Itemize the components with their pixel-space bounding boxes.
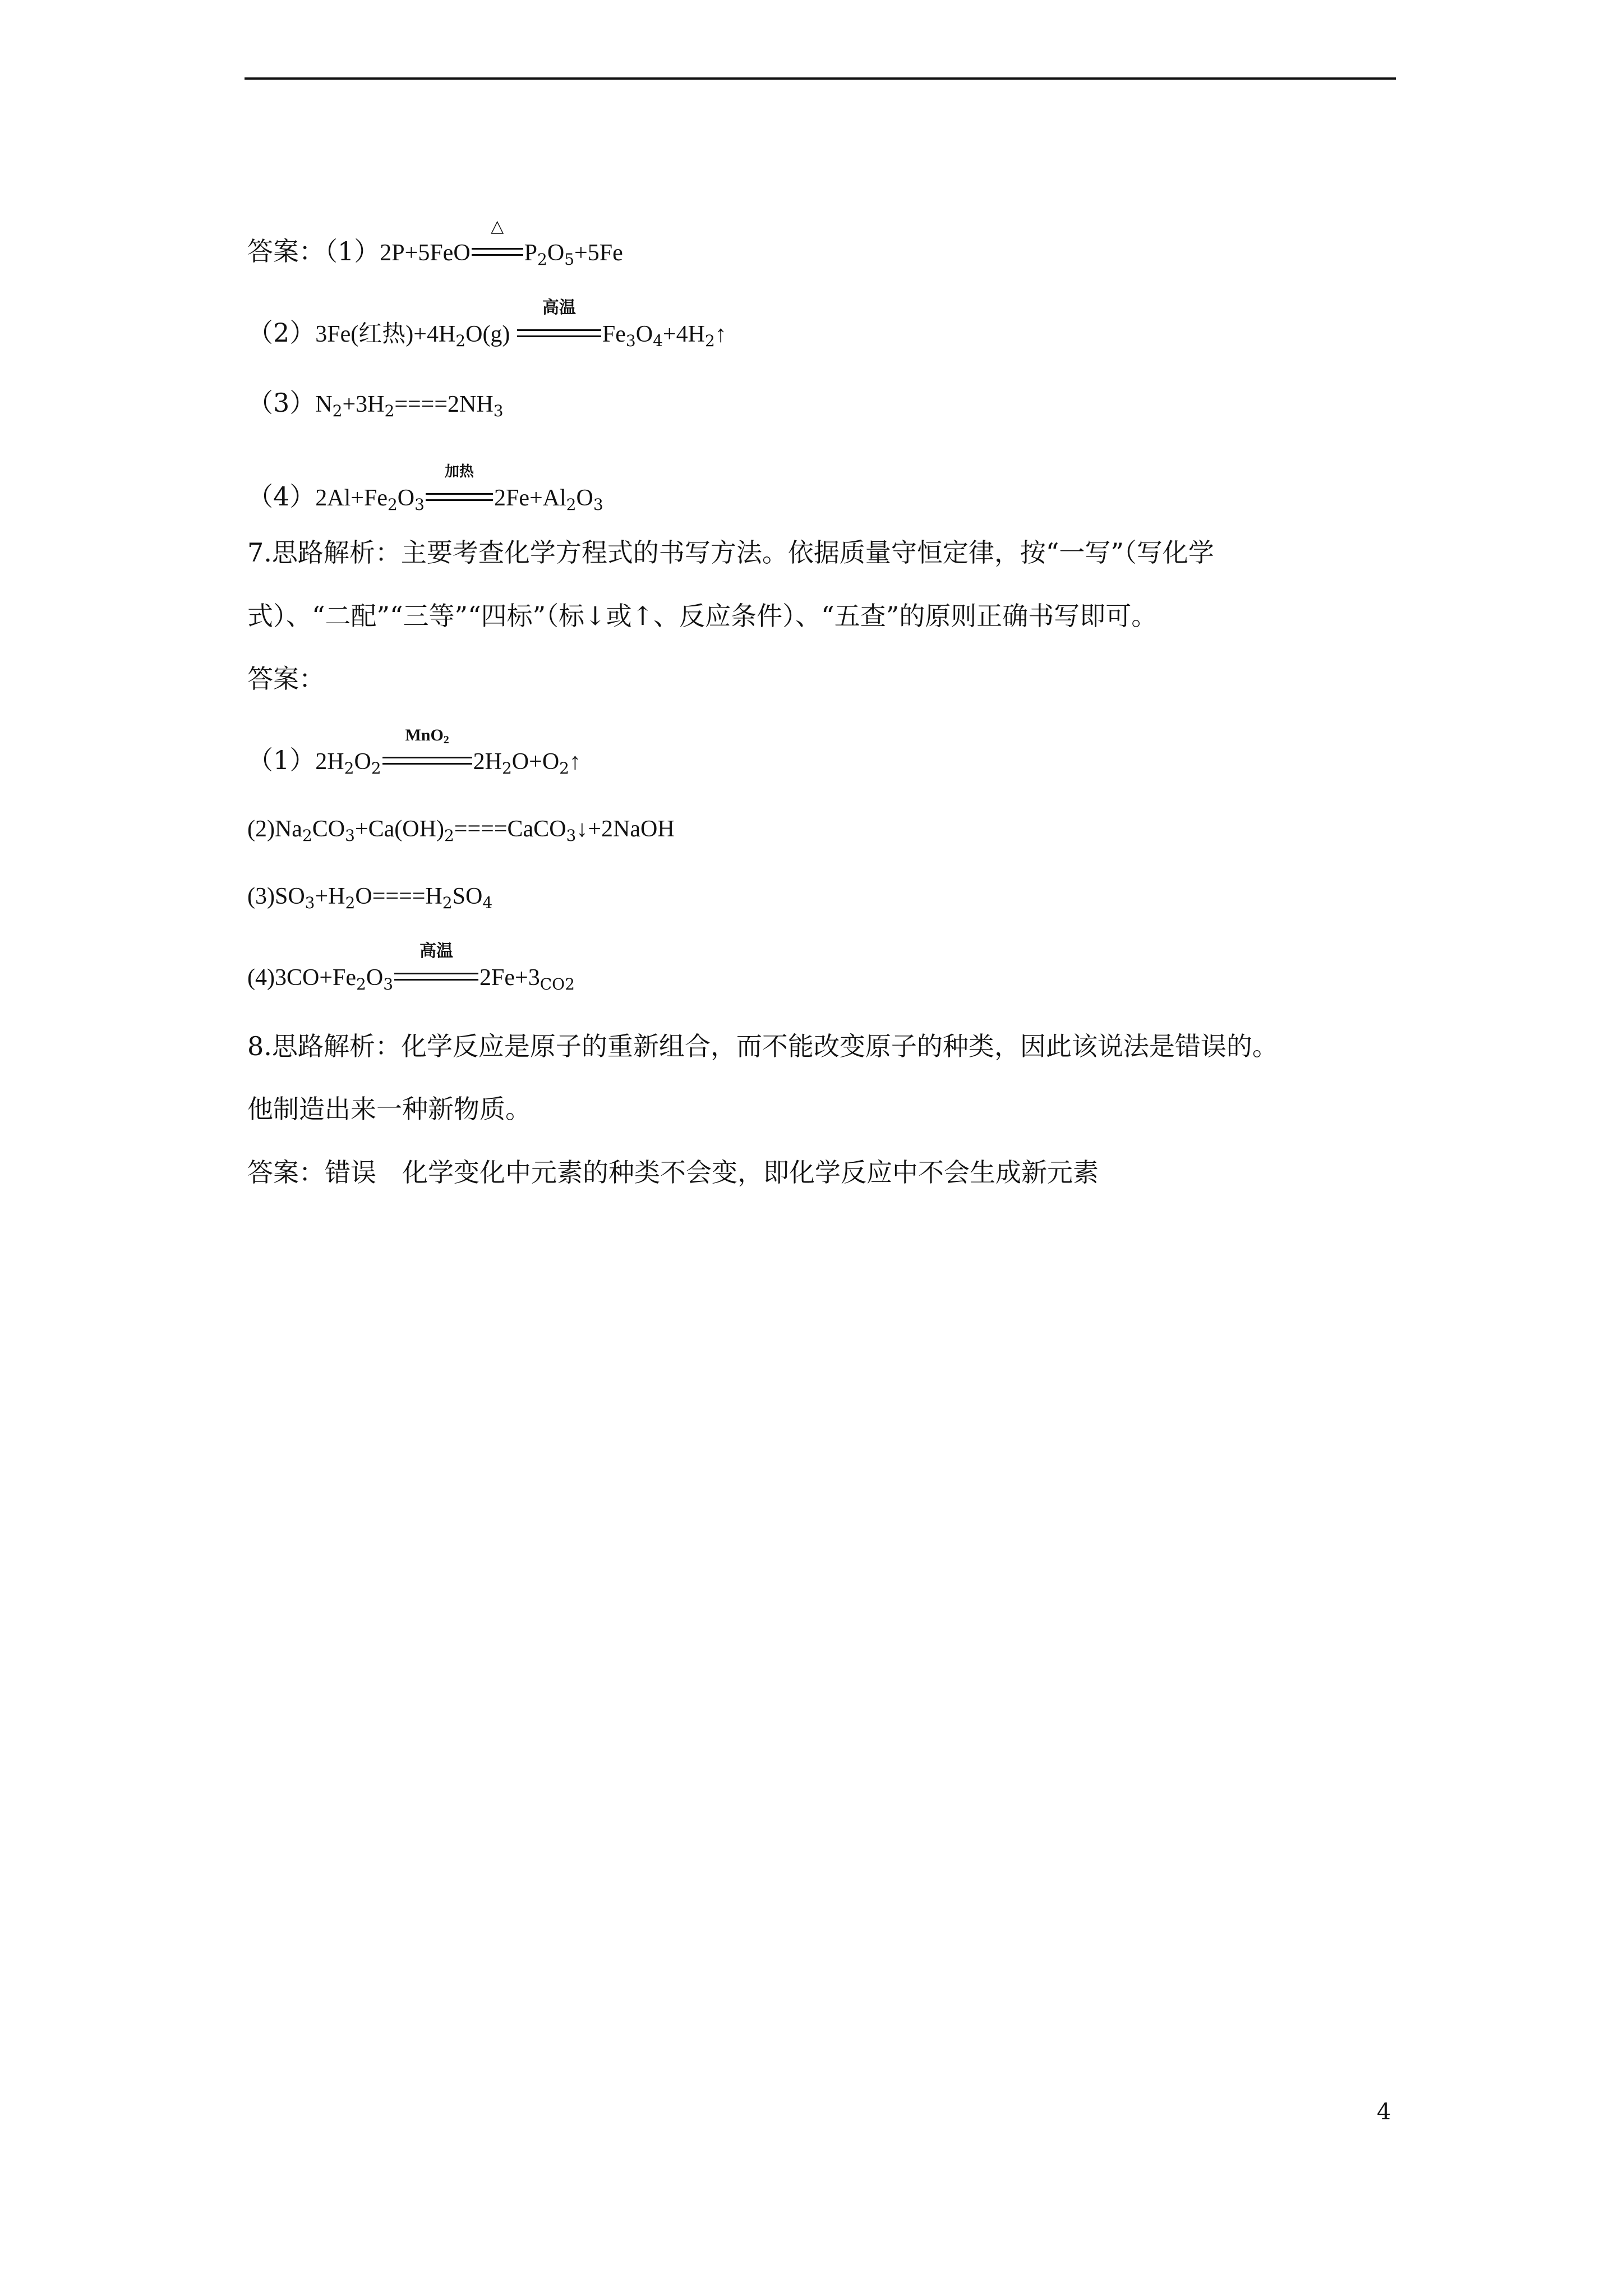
reaction-condition: 高温 xyxy=(517,316,601,349)
header-rule xyxy=(245,77,1396,80)
q7-equation-4: $(4)3CO+Fe_2O_3$ 高温 $2Fe+3_{CO2}$ xyxy=(247,941,575,993)
q7-answer-label: 答案： xyxy=(247,664,325,694)
q6-equation-4: $(4)2Al+Fe_2O_3$ 加热 $2Fe+Al_2O_3$ xyxy=(247,463,603,514)
q7-equation-1: $(1)2H_2O_2$ MnO$_2$ $2H_2O+O_2↑$ xyxy=(247,726,581,777)
item-number: （1） xyxy=(325,236,380,266)
item-number: （2） xyxy=(247,318,316,348)
q6-equation-3: $(3)N_2+3H_2====2NH_3$ xyxy=(247,388,504,420)
q7-equation-3: $(3)SO_3+H_2O====H_2SO_4$ xyxy=(247,884,493,912)
q6-equation-1: 答案：（1）2P+5FeO △ $P_2O_5+5Fe$ xyxy=(247,234,623,270)
q8-explanation-line-2: 他制造出来一种新物质。 xyxy=(247,1094,531,1124)
q7-explanation-line-2: 式）、“二配”“三等”“四标”（标↓或↑、反应条件）、“五查”的原则正确书写即可。 xyxy=(247,601,1158,631)
reaction-condition: 加热 xyxy=(426,480,493,513)
reaction-condition: 高温 xyxy=(394,959,478,993)
item-number: （1） xyxy=(247,745,316,775)
heat-triangle: △ xyxy=(491,217,504,236)
q7-equation-2: $(2)Na_2CO_3+Ca(OH)_2====CaCO_3↓+2NaOH$ xyxy=(247,816,675,845)
item-number: （4） xyxy=(247,481,316,512)
q6-equation-2: （2）3Fe(红热)$+4H_2O(g)$ 高温 $Fe_3O_4+4H_2↑$ xyxy=(247,298,727,350)
q7-explanation-line-1: 7.思路解析：主要考查化学方程式的书写方法。依据质量守恒定律，按“一写”（写化学 xyxy=(247,537,1214,568)
q8-explanation-line-1: 8.思路解析：化学反应是原子的重新组合，而不能改变原子的种类，因此该说法是错误的。 xyxy=(247,1031,1278,1061)
answer-label: 答案： xyxy=(247,236,325,266)
reactants: 2P+5FeO xyxy=(380,240,471,266)
reaction-condition xyxy=(472,217,523,268)
reaction-condition: MnO$_2$ xyxy=(382,743,472,777)
item-number: （3） xyxy=(247,388,316,418)
page-number: 4 xyxy=(1377,2099,1391,2125)
q8-answer: 答案：错误 化学变化中元素的种类不会变，即化学反应中不会生成新元素 xyxy=(247,1157,1099,1188)
